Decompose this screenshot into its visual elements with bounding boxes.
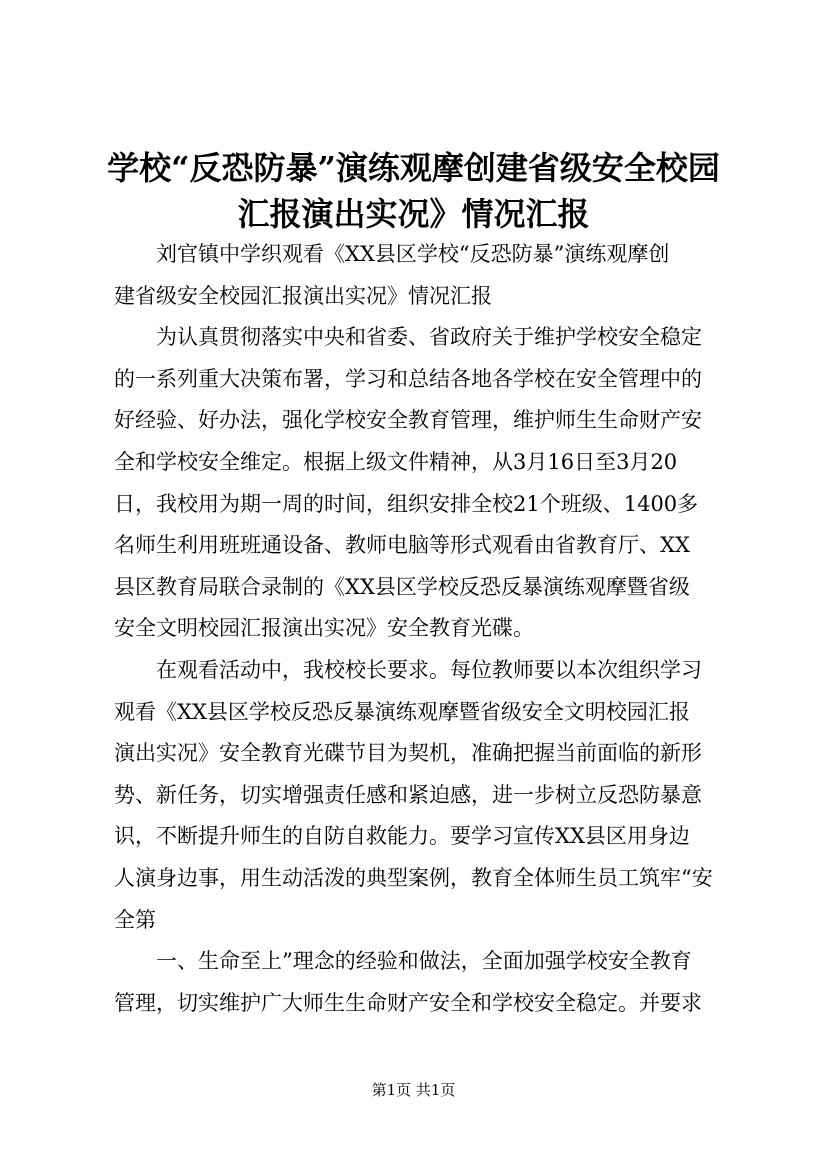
body-line: 的一系列重大决策布署，学习和总结各地各学校在安全管理中的: [114, 366, 702, 391]
document-body: [114, 234, 724, 1024]
document-title-line-2: 汇报演出实况》情况汇报: [237, 195, 590, 233]
body-line: 人演身边事，用生动活泼的典型案例，教育全体师生员工筑牢“安: [114, 865, 713, 890]
body-line: 全第: [114, 907, 156, 932]
body-line: 观看《XX县区学校反恐反暴演练观摩暨省级安全文明校园汇报: [114, 699, 690, 724]
body-line: 日，我校用为期一周的时间，组织安排全校21个班级、1400多: [114, 491, 699, 516]
body-line: 势、新任务，切实增强责任感和紧迫感，进一步树立反恐防暴意: [114, 782, 702, 807]
body-line: 演出实况》安全教育光碟节目为契机，准确把握当前面临的新形: [114, 741, 702, 766]
body-line: 县区教育局联合录制的《XX县区学校反恐反暴演练观摩暨省级: [114, 574, 690, 599]
body-line: 全和学校安全维定。根据上级文件精神，从3月16日至3月20: [114, 449, 678, 474]
body-line: 一、生命至上”理念的经验和做法，全面加强学校安全教育: [156, 949, 692, 974]
body-line: 在观看活动中，我校校长要求。每位教师要以本次组织学习: [156, 657, 702, 682]
body-line: 好经验、好办法，强化学校安全教育管理，维护师生生命财产安: [114, 408, 702, 433]
body-line: 刘官镇中学织观看《XX县区学校“反恐防暴”演练观摩创: [156, 242, 670, 266]
body-line: 名师生利用班班通设备、教师电脑等形式观看由省教育厅、XX: [114, 533, 690, 558]
body-line: 管理，切实维护广大师生生命财产安全和学校安全稳定。并要求: [114, 990, 702, 1015]
body-line: 为认真贯彻落实中央和省委、省政府关于维护学校安全稳定: [156, 325, 702, 350]
body-line: 建省级安全校园汇报演出实况》情况汇报: [114, 283, 492, 308]
body-line: 识，不断提升师生的自防自救能力。要学习宣传XX县区用身边: [114, 824, 690, 849]
document-title-line-1: 学校“反恐防暴”演练观摩创建省级安全校园: [107, 149, 720, 187]
page-footer: 第1页 共1页: [371, 1081, 456, 1099]
body-line: 安全文明校园汇报演出实况》安全教育光碟。: [114, 616, 534, 641]
